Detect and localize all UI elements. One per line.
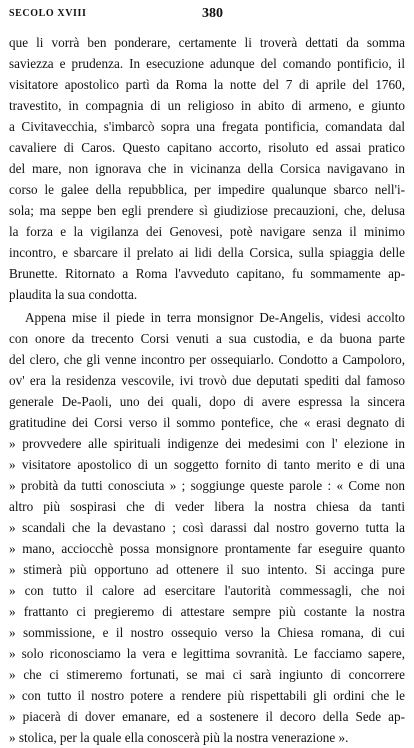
text-line: travestito, in compagnia di un religioso in abito di armeno, e giunto bbox=[9, 98, 405, 113]
text-line: que li vorrà ben ponderare, certamente li troverà dettati da somma bbox=[9, 35, 405, 50]
quote-line: » con tutto il nostro potere a rendere più rispettabili gli ordini che le bbox=[9, 688, 405, 703]
text-line: cavaliere di Caros. Questo capitano accorto, risoluto ed assai pratico bbox=[9, 140, 405, 155]
quote-line: » frattanto ci pregieremo di attestare sempre più costante la nostra bbox=[9, 604, 405, 619]
quote-line: » mano, acciocchè possa monsignore prontamente far eseguire quanto bbox=[9, 541, 405, 556]
quote-line: » scandali che la devastano ; così darassi dal nostro governo tutta la bbox=[9, 520, 405, 535]
body-text bbox=[9, 32, 405, 748]
text-line: saviezza e prudenza. In esecuzione adunque del comando pontificio, il bbox=[9, 56, 405, 71]
quote-line: » sommissione, e il nostro ossequio verso la Chiesa romana, di cui bbox=[9, 625, 405, 640]
quote-line: » provvedere alle spirituali indigenze dei medesimi con l' elezione in bbox=[9, 436, 405, 451]
text-line: Appena mise il piede in terra monsignor De-Angelis, videsi accolto bbox=[25, 310, 405, 325]
text-line: generale De-Paoli, uno dei quali, dopo di avere espressa la sincera bbox=[9, 394, 405, 409]
paragraph-2 bbox=[9, 307, 405, 748]
running-head bbox=[9, 6, 405, 24]
quote-line: » che ci stimeremo fortunati, se mai ci sarà ingiunto di concorrere bbox=[9, 667, 405, 682]
quote-line: » probità da tutti conosciuta » ; soggiunge queste parole : « Come non bbox=[9, 478, 405, 493]
text-line: la forza e la vigilanza dei Genovesi, potè navigare senza il minimo bbox=[9, 224, 405, 239]
section-label: SECOLO XVIII bbox=[9, 8, 87, 19]
text-line: incontro, e sbarcare il prelato ai lidi della Corsica, sulla spiaggia delle bbox=[9, 245, 405, 260]
text-line: Brunette. Ritornato a Roma l'avveduto capitano, fu sommamente ap- bbox=[9, 266, 405, 281]
text-line: corso le galee della repubblica, per impedire qualunque sbarco nell'i- bbox=[9, 182, 405, 197]
quote-line: » piacerà di dover emanare, ed a sostenere il decoro della Sede ap- bbox=[9, 709, 405, 724]
quote-line: » solo riconosciamo la vera e legittima sovranità. Le facciamo sapere, bbox=[9, 646, 405, 661]
text-line: ov' era la residenza vescovile, ivi trovò due deputati spediti dal famoso bbox=[9, 373, 405, 388]
quote-line: altro più sospirasi che di veder libera la nostra chiesa da tanti bbox=[9, 499, 405, 514]
text-line: del mare, non ignorava che in vicinanza della Corsica navigavano in bbox=[9, 161, 405, 176]
quote-line: » con tutto il calore ad esercitare l'autorità commessagli, che noi bbox=[9, 583, 405, 598]
text-line: visitatore apostolico partì da Roma la notte del 7 di aprile del 1760, bbox=[9, 77, 405, 92]
quote-line: » stolica, per la quale ella conoscerà più la nostra venerazione ». bbox=[9, 730, 349, 745]
text-line: a Civitavecchia, s'imbarcò sopra una fregata pontificia, comandata dal bbox=[9, 119, 405, 134]
text-line: plaudita la sua condotta. bbox=[9, 287, 138, 302]
text-line: del clero, che gli venne incontro per ossequiarlo. Condotto a Campoloro, bbox=[9, 352, 405, 367]
text-line: sola; ma seppe ben egli prendere sì giudiziose precauzioni, che, delusa bbox=[9, 203, 405, 218]
text-line: con onore da trecento Corsi venuti a sua custodia, e da buona parte bbox=[9, 331, 405, 346]
quote-line: » visitatore apostolico di un soggetto fornito di tanto merito e di una bbox=[9, 457, 405, 472]
text-line: gratitudine dei Corsi verso il sommo pontefice, che « erasi degnato di bbox=[9, 415, 405, 430]
paragraph-1 bbox=[9, 32, 405, 305]
quote-line: » stimerà più opportuno ad ottenere il suo intento. Si accinga pure bbox=[9, 562, 405, 577]
page-number: 380 bbox=[202, 6, 223, 21]
